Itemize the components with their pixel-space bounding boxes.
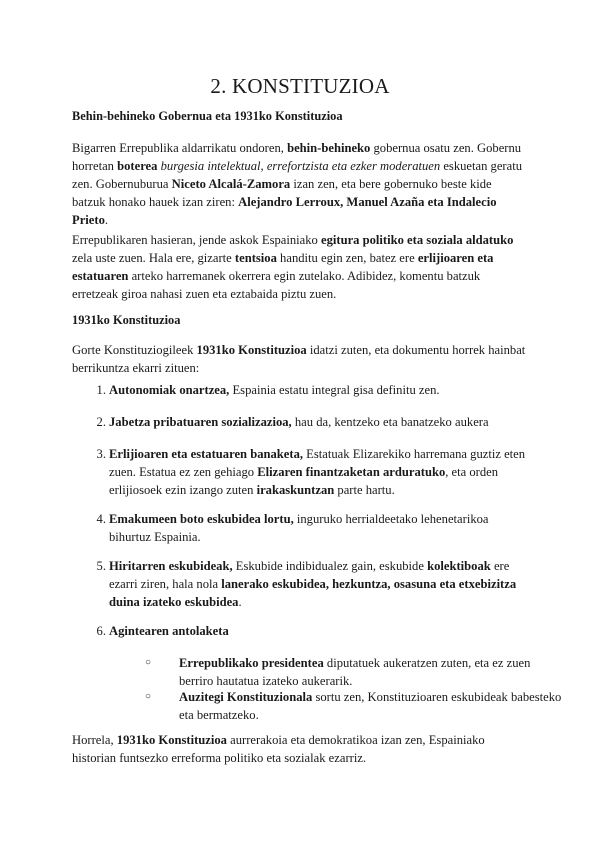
list-number: 1. [96,383,106,397]
bold-run: Erlijioaren eta estatuaren banaketa, [109,447,304,461]
text-run: , eta orden erlijiosoek ezin izango zuten [109,465,499,497]
text-run: sortu zen, Konstituzioaren eskubideak babesteko eta bermatzeko. [179,690,562,722]
text-run: aurrerakoia eta demokratikoa izan zen, Espainiako historian funtsezko erreforma politiko eta sozialak ezarriz. [72,733,485,765]
list-item-text [109,557,529,611]
circle-bullet-icon: ○ [145,657,152,668]
list-item-text [109,445,529,499]
paragraph-closing [72,731,528,767]
bold-run: Alejandro Lerroux, Manuel Azaña eta Indalecio Prieto [72,195,497,227]
italic-run: burgesia intelektual, errefortzista eta ezker moderatuen [160,159,441,173]
text-run: parte hartu. [334,483,395,497]
text-run: inguruko herrialdeetako lehenetarikoa bihurtuz Espainia. [109,512,489,544]
text-run: izan zen, eta bere gobernuko beste kide batzuk honako hauek izan ziren: [72,177,492,209]
bold-run: Errepublikako presidentea [179,656,324,670]
text-run: Eskubide indibidualez gain, eskubide [232,559,428,573]
bold-run: behin-behineko [287,141,371,155]
list-number: 4. [96,512,106,526]
text-run: diputatuek aukeratzen zuten, eta ez zuen berriro hautatua izateko aukerarik. [179,656,531,688]
text-run: Horrela, [72,733,117,747]
text-run: Errepublikaren hasieran, jende askok Espainiako [72,233,321,247]
text-run: idatzi zuten, eta dokumentu horrek hainbat berrikuntza ekarri zituen: [72,343,526,375]
bold-run: Elizaren finantzaketan arduratuko [257,465,446,479]
paragraph-constitution-intro [72,341,528,377]
text-run: Gorte Konstituziogileek [72,343,197,357]
text-run: . [238,595,242,609]
text-run: Bigarren Errepublika aldarrikatu ondoren, [72,141,288,155]
sub-list-item-text [179,688,565,724]
bold-run: Emakumeen boto eskubidea lortu, [109,512,294,526]
section-heading-constitution: 1931ko Konstituzioa [72,313,181,327]
bold-run: erlijioaren eta estatuaren [72,251,494,283]
text-run: Espainia estatu integral gisa definitu zen. [229,383,440,397]
bold-run: Hiritarren eskubideak, [109,559,233,573]
list-item-text [109,510,529,546]
text-run: zela uste zuen. Hala ere, gizarte [72,251,235,265]
paragraph-provisional-government [72,139,528,229]
list-number: 5. [96,559,106,573]
bold-run: kolektiboak [427,559,491,573]
list-item-text [109,622,529,640]
section-heading-provisional-government: Behin-behineko Gobernua eta 1931ko Konstituzioa [72,109,343,123]
text-run: . [104,213,109,227]
list-number: 3. [96,447,106,461]
list-number: 6. [96,624,106,638]
list-item-text [109,381,529,399]
bold-run: Agintearen antolaketa [109,624,229,638]
text-run: hau da, kentzeko eta banatzeko aukera [291,415,489,429]
bold-run: 1931ko Konstituzioa [116,733,227,747]
list-item-text [109,413,529,431]
bold-run: lanerako eskubidea, hezkuntza, osasuna eta etxebizitza duina izateko eskubidea [109,577,517,609]
text-run: Estatuak Elizarekiko harremana guztiz eten zuen. Estatua ez zen gehiago [109,447,526,479]
text-run: handitu egin zen, batez ere [276,251,418,265]
text-run: eskuetan geratu zen. Gobernuburua [72,159,523,191]
text-run: gobernua osatu zen. Gobernu horretan [72,141,522,173]
bold-run: boterea [117,159,158,173]
bold-run: 1931ko Konstituzioa [196,343,307,357]
sub-list-item-text [179,654,565,690]
bold-run: Jabetza pribatuaren sozializazioa, [109,415,292,429]
text-run: arteko harremanek okerrera egin zutelako. Adibidez, komentu batzuk erretzeak giroa nahasi zuen eta eztabaida piztu zuen. [72,269,481,301]
bold-run: irakaskuntzan [256,483,335,497]
bold-run: Autonomiak onartzea, [109,383,230,397]
bold-run: tentsioa [234,251,277,265]
bold-run: egitura politiko eta soziala aldatuko [321,233,514,247]
paragraph-republic-beginning [72,231,528,303]
bold-run: Auzitegi Konstituzionala [179,690,313,704]
list-number: 2. [96,415,106,429]
text-run: ere ezarri ziren, hala nola [109,559,510,591]
circle-bullet-icon: ○ [145,691,152,702]
bold-run: Niceto Alcalá-Zamora [171,177,291,191]
page-title: 2. KONSTITUZIOA [210,74,390,98]
